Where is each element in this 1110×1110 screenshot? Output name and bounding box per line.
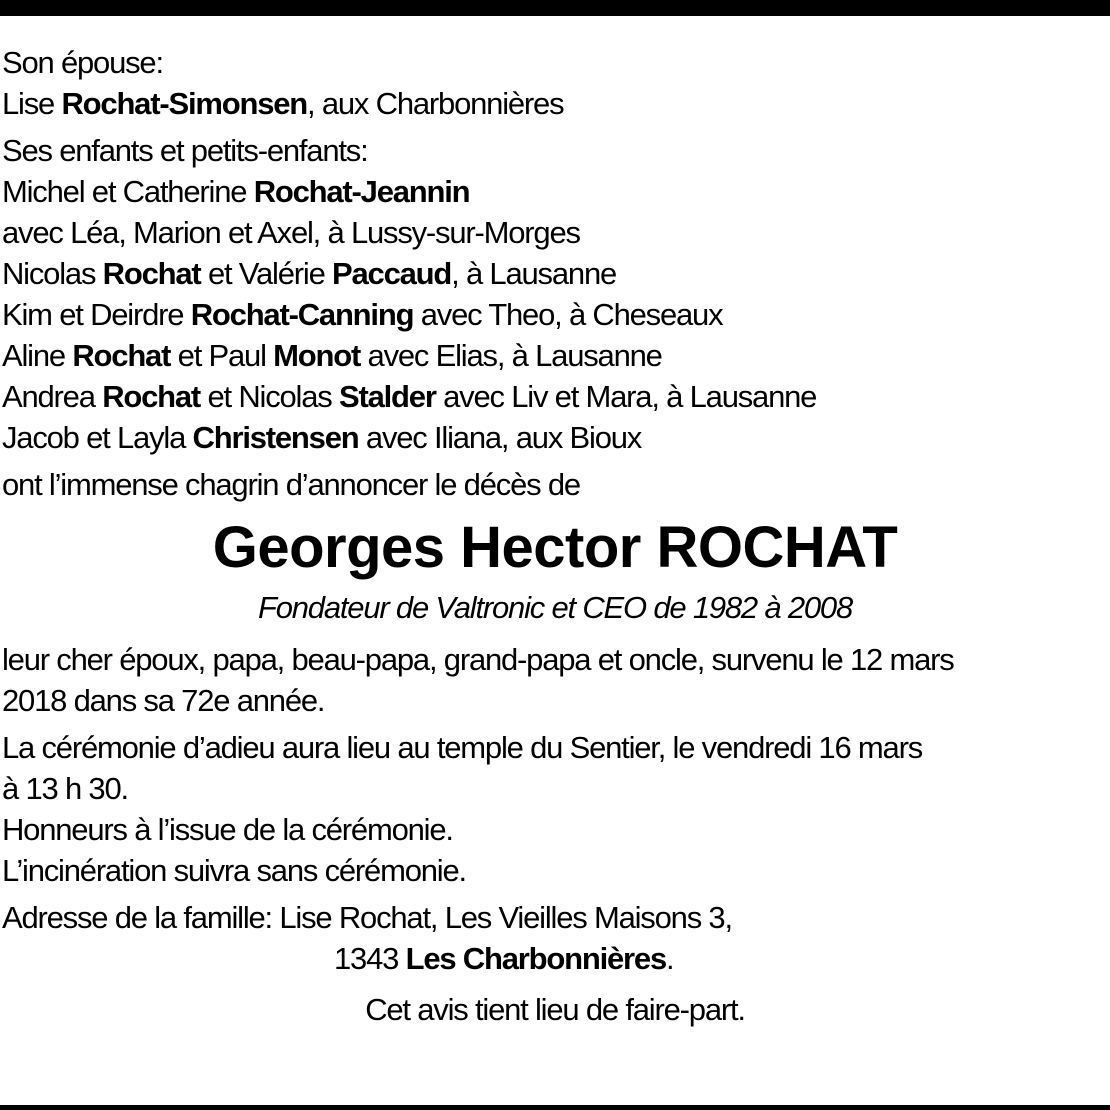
- spouse-section: [2, 42, 1108, 124]
- family-surname: Paccaud: [332, 256, 452, 291]
- family-text: Jacob et Layla: [2, 420, 193, 455]
- spouse-first-name: Lise: [2, 86, 62, 121]
- family-text: et Paul: [170, 338, 274, 373]
- family-text: Kim et Deirdre: [2, 297, 191, 332]
- family-line: [2, 417, 1108, 458]
- family-text: et Valérie: [200, 256, 333, 291]
- family-line: [2, 335, 1108, 376]
- family-text: avec Liv et Mara, à Lausanne: [435, 379, 817, 414]
- family-address: [2, 897, 1108, 979]
- family-surname: Stalder: [339, 379, 436, 414]
- family-line: [2, 253, 1108, 294]
- relation-paragraph: [2, 639, 1108, 721]
- family-line: [2, 171, 1108, 212]
- family-surname: Rochat-Canning: [190, 297, 414, 332]
- family-line: [2, 212, 1108, 253]
- family-line: [2, 376, 1108, 417]
- relation-line: leur cher époux, papa, beau-papa, grand-papa et oncle, survenu le 12 mars: [2, 642, 954, 677]
- deceased-subtitle: Fondateur de Valtronic et CEO de 1982 à 2008: [257, 590, 853, 625]
- spouse-location: , aux Charbonnières: [307, 86, 564, 121]
- address-city: Les Charbonnières: [405, 941, 666, 976]
- family-surname: Rochat: [102, 379, 201, 414]
- honours-line: Honneurs à l’issue de la cérémonie.: [2, 812, 453, 847]
- spouse-surname: Rochat-Simonsen: [61, 86, 308, 121]
- ceremony-line: La cérémonie d’adieu aura lieu au temple du Sentier, le vendredi 16 mars: [2, 730, 922, 765]
- family-text: avec Iliana, aux Bioux: [358, 420, 642, 455]
- family-text: et Nicolas: [200, 379, 339, 414]
- family-surname: Christensen: [192, 420, 359, 455]
- address-postcode: 1343: [334, 941, 406, 976]
- family-surname: Rochat: [72, 338, 171, 373]
- family-line: [2, 294, 1108, 335]
- announcement-text: ont l’immense chagrin d’annoncer le décès de: [2, 467, 580, 502]
- family-text: avec Theo, à Cheseaux: [413, 297, 723, 332]
- address-line-2: [2, 938, 1108, 979]
- family-text: Michel et Catherine: [2, 174, 254, 209]
- ceremony-line: à 13 h 30.: [2, 771, 128, 806]
- spouse-line: [2, 83, 1108, 124]
- family-surname: Monot: [273, 338, 361, 373]
- family-text: Nicolas: [2, 256, 103, 291]
- family-text: avec Léa, Marion et Axel, à Lussy-sur-Morges: [2, 215, 580, 250]
- children-heading: Ses enfants et petits-enfants:: [2, 133, 368, 168]
- top-rule: [0, 0, 1110, 16]
- family-surname: Rochat-Jeannin: [253, 174, 470, 209]
- address-end: .: [665, 941, 674, 976]
- children-section: [2, 130, 1108, 458]
- bottom-rule: [0, 1105, 1110, 1110]
- family-text: Aline: [2, 338, 73, 373]
- family-text: Andrea: [2, 379, 103, 414]
- relation-line: 2018 dans sa 72e année.: [2, 683, 325, 718]
- address-line-1: Adresse de la famille: Lise Rochat, Les Vieilles Maisons 3,: [2, 900, 732, 935]
- deceased-name: Georges Hector ROCHAT: [212, 515, 898, 580]
- ceremony-paragraph: [2, 727, 1108, 891]
- spouse-heading: Son épouse:: [2, 45, 163, 80]
- family-text: , à Lausanne: [451, 256, 617, 291]
- family-surname: Rochat: [102, 256, 201, 291]
- incineration-line: L’incinération suivra sans cérémonie.: [2, 853, 466, 888]
- family-text: avec Elias, à Lausanne: [360, 338, 662, 373]
- closing-text: Cet avis tient lieu de faire-part.: [365, 992, 745, 1027]
- obituary-notice: [2, 42, 1108, 1030]
